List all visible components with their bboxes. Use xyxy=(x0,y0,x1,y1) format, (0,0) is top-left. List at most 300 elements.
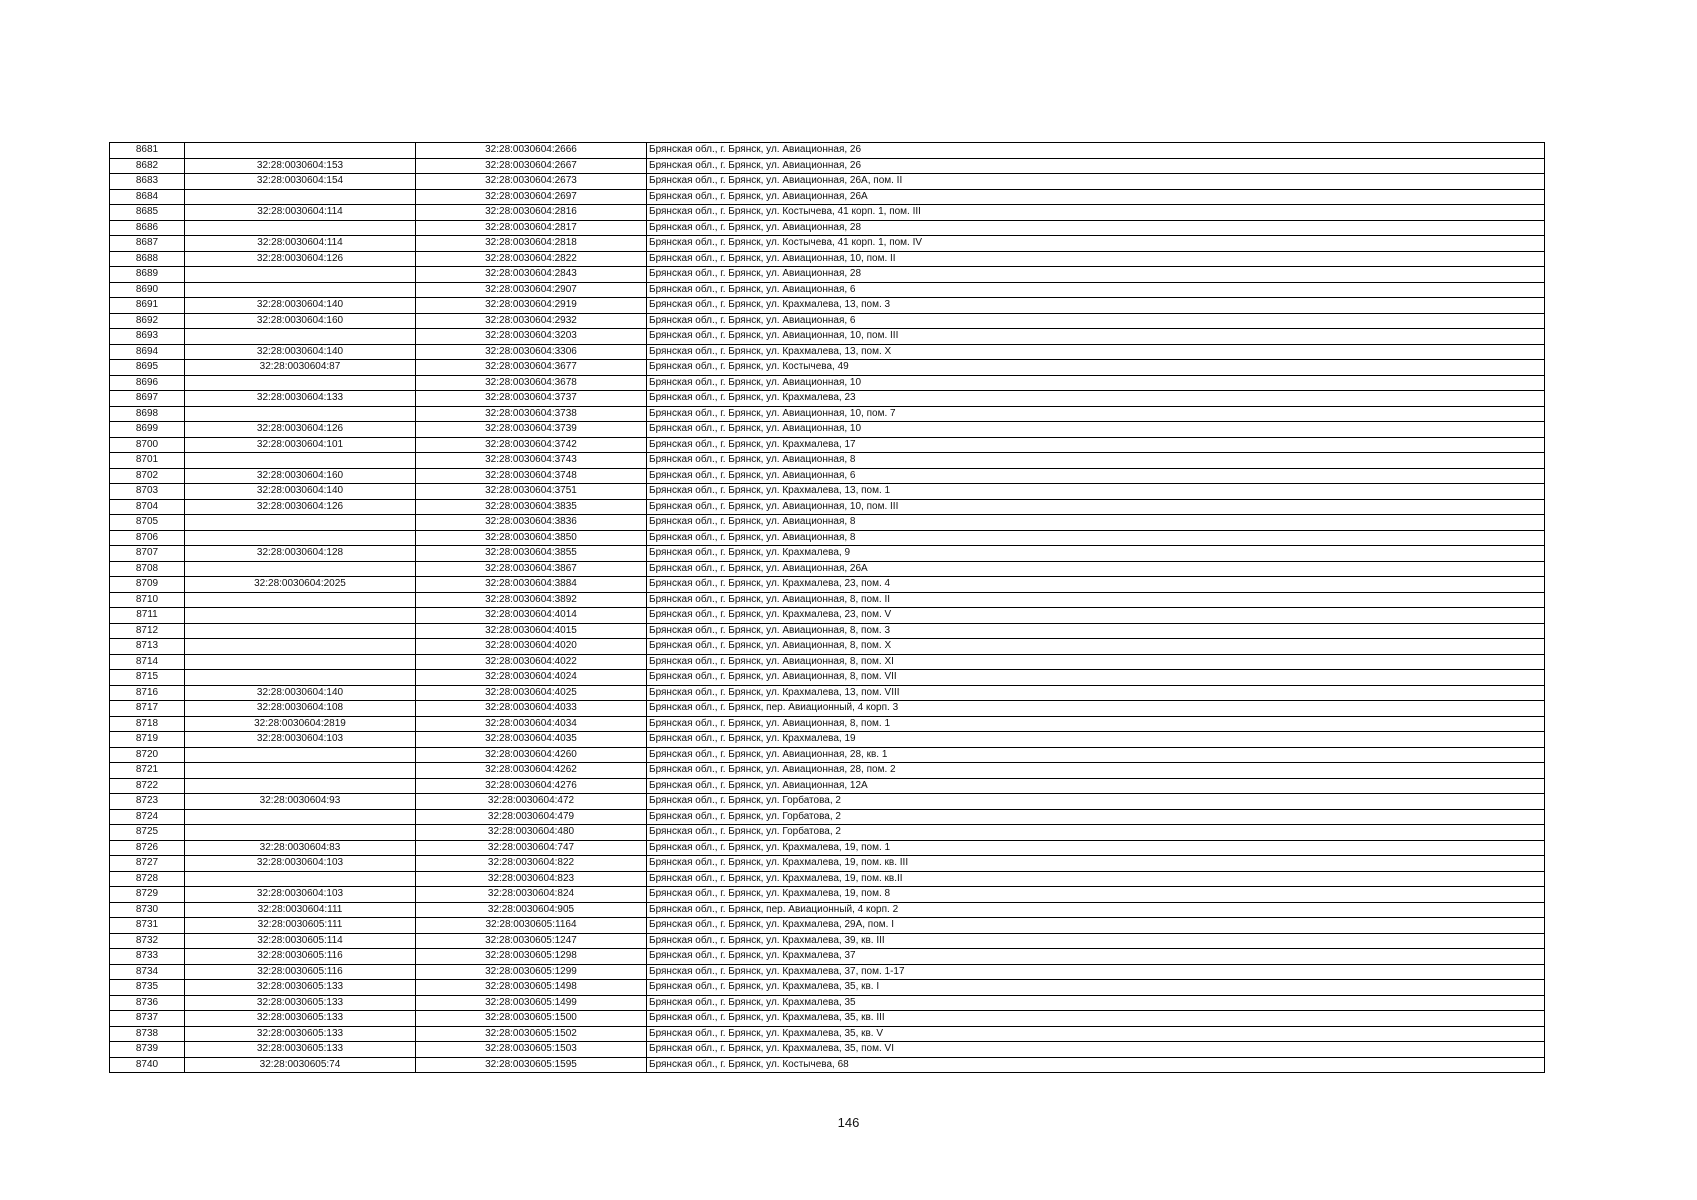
parent-cadastral-number-cell: 32:28:0030604:103 xyxy=(185,887,416,903)
parent-cadastral-number-cell: 32:28:0030604:154 xyxy=(185,174,416,190)
parent-cadastral-number-cell: 32:28:0030604:2025 xyxy=(185,577,416,593)
row-number-cell: 8722 xyxy=(110,778,185,794)
row-number-cell: 8725 xyxy=(110,825,185,841)
row-number-cell: 8728 xyxy=(110,871,185,887)
table-row xyxy=(110,732,1545,748)
parent-cadastral-number-cell xyxy=(185,515,416,531)
cadastral-number-cell: 32:28:0030604:905 xyxy=(416,902,647,918)
row-number-cell: 8693 xyxy=(110,329,185,345)
cadastral-number-cell: 32:28:0030604:479 xyxy=(416,809,647,825)
address-cell: Брянская обл., г. Брянск, ул. Авиационная, 26А, пом. II xyxy=(647,174,1545,190)
parent-cadastral-number-cell: 32:28:0030605:133 xyxy=(185,995,416,1011)
row-number-cell: 8705 xyxy=(110,515,185,531)
cadastral-number-cell: 32:28:0030605:1500 xyxy=(416,1011,647,1027)
address-cell: Брянская обл., г. Брянск, пер. Авиационный, 4 корп. 2 xyxy=(647,902,1545,918)
row-number-cell: 8685 xyxy=(110,205,185,221)
row-number-cell: 8735 xyxy=(110,980,185,996)
parent-cadastral-number-cell xyxy=(185,608,416,624)
address-cell: Брянская обл., г. Брянск, ул. Крахмалева, 19, пом. кв. III xyxy=(647,856,1545,872)
parent-cadastral-number-cell xyxy=(185,282,416,298)
table-row xyxy=(110,778,1545,794)
address-cell: Брянская обл., г. Брянск, ул. Авиационная, 10 xyxy=(647,375,1545,391)
parent-cadastral-number-cell: 32:28:0030604:93 xyxy=(185,794,416,810)
address-cell: Брянская обл., г. Брянск, ул. Крахмалева, 35, кв. V xyxy=(647,1026,1545,1042)
row-number-cell: 8708 xyxy=(110,561,185,577)
cadastral-number-cell: 32:28:0030604:3867 xyxy=(416,561,647,577)
table-row xyxy=(110,189,1545,205)
table-row xyxy=(110,794,1545,810)
parent-cadastral-number-cell xyxy=(185,143,416,159)
parent-cadastral-number-cell: 32:28:0030604:140 xyxy=(185,298,416,314)
row-number-cell: 8686 xyxy=(110,220,185,236)
row-number-cell: 8737 xyxy=(110,1011,185,1027)
cadastral-number-cell: 32:28:0030604:3743 xyxy=(416,453,647,469)
row-number-cell: 8704 xyxy=(110,499,185,515)
table-row xyxy=(110,561,1545,577)
row-number-cell: 8723 xyxy=(110,794,185,810)
row-number-cell: 8738 xyxy=(110,1026,185,1042)
address-cell: Брянская обл., г. Брянск, ул. Крахмалева, 19, пом. 8 xyxy=(647,887,1545,903)
table-row xyxy=(110,933,1545,949)
parent-cadastral-number-cell xyxy=(185,329,416,345)
row-number-cell: 8682 xyxy=(110,158,185,174)
table-row xyxy=(110,856,1545,872)
cadastral-number-cell: 32:28:0030604:480 xyxy=(416,825,647,841)
table-row xyxy=(110,220,1545,236)
row-number-cell: 8690 xyxy=(110,282,185,298)
cadastral-number-cell: 32:28:0030604:4025 xyxy=(416,685,647,701)
address-cell: Брянская обл., г. Брянск, ул. Авиационная, 8 xyxy=(647,530,1545,546)
cadastral-number-cell: 32:28:0030604:4014 xyxy=(416,608,647,624)
cadastral-number-cell: 32:28:0030604:3836 xyxy=(416,515,647,531)
cadastral-number-cell: 32:28:0030605:1595 xyxy=(416,1057,647,1073)
row-number-cell: 8702 xyxy=(110,468,185,484)
parent-cadastral-number-cell: 32:28:0030604:128 xyxy=(185,546,416,562)
table-row xyxy=(110,267,1545,283)
address-cell: Брянская обл., г. Брянск, ул. Авиационная, 6 xyxy=(647,282,1545,298)
row-number-cell: 8727 xyxy=(110,856,185,872)
address-cell: Брянская обл., г. Брянск, пер. Авиационный, 4 корп. 3 xyxy=(647,701,1545,717)
parent-cadastral-number-cell: 32:28:0030604:153 xyxy=(185,158,416,174)
table-row xyxy=(110,437,1545,453)
cadastral-number-cell: 32:28:0030604:3748 xyxy=(416,468,647,484)
table-row xyxy=(110,282,1545,298)
cadastral-number-cell: 32:28:0030605:1498 xyxy=(416,980,647,996)
parent-cadastral-number-cell xyxy=(185,406,416,422)
table-row xyxy=(110,236,1545,252)
row-number-cell: 8729 xyxy=(110,887,185,903)
address-cell: Брянская обл., г. Брянск, ул. Авиационная, 26 xyxy=(647,158,1545,174)
registry-table-body xyxy=(110,143,1545,1073)
cadastral-number-cell: 32:28:0030604:3738 xyxy=(416,406,647,422)
parent-cadastral-number-cell: 32:28:0030605:133 xyxy=(185,1026,416,1042)
cadastral-number-cell: 32:28:0030605:1299 xyxy=(416,964,647,980)
address-cell: Брянская обл., г. Брянск, ул. Авиационная, 8 xyxy=(647,453,1545,469)
address-cell: Брянская обл., г. Брянск, ул. Авиационная, 8, пом. 1 xyxy=(647,716,1545,732)
table-row xyxy=(110,422,1545,438)
row-number-cell: 8709 xyxy=(110,577,185,593)
cadastral-number-cell: 32:28:0030604:4276 xyxy=(416,778,647,794)
table-row xyxy=(110,918,1545,934)
row-number-cell: 8707 xyxy=(110,546,185,562)
parent-cadastral-number-cell: 32:28:0030605:116 xyxy=(185,964,416,980)
parent-cadastral-number-cell: 32:28:0030604:126 xyxy=(185,251,416,267)
cadastral-number-cell: 32:28:0030604:4022 xyxy=(416,654,647,670)
cadastral-number-cell: 32:28:0030604:4260 xyxy=(416,747,647,763)
address-cell: Брянская обл., г. Брянск, ул. Крахмалева, 23, пом. 4 xyxy=(647,577,1545,593)
table-row xyxy=(110,1057,1545,1073)
table-row xyxy=(110,1042,1545,1058)
row-number-cell: 8715 xyxy=(110,670,185,686)
parent-cadastral-number-cell: 32:28:0030604:140 xyxy=(185,344,416,360)
row-number-cell: 8719 xyxy=(110,732,185,748)
parent-cadastral-number-cell xyxy=(185,747,416,763)
cadastral-number-cell: 32:28:0030604:2843 xyxy=(416,267,647,283)
row-number-cell: 8734 xyxy=(110,964,185,980)
row-number-cell: 8684 xyxy=(110,189,185,205)
row-number-cell: 8698 xyxy=(110,406,185,422)
table-row xyxy=(110,840,1545,856)
parent-cadastral-number-cell: 32:28:0030604:126 xyxy=(185,422,416,438)
parent-cadastral-number-cell: 32:28:0030605:116 xyxy=(185,949,416,965)
cadastral-number-cell: 32:28:0030604:472 xyxy=(416,794,647,810)
address-cell: Брянская обл., г. Брянск, ул. Авиационная, 8, пом. II xyxy=(647,592,1545,608)
table-row xyxy=(110,763,1545,779)
address-cell: Брянская обл., г. Брянск, ул. Авиационная, 8, пом. 3 xyxy=(647,623,1545,639)
parent-cadastral-number-cell: 32:28:0030604:160 xyxy=(185,313,416,329)
table-row xyxy=(110,964,1545,980)
address-cell: Брянская обл., г. Брянск, ул. Костычева, 41 корп. 1, пом. IV xyxy=(647,236,1545,252)
cadastral-number-cell: 32:28:0030605:1502 xyxy=(416,1026,647,1042)
table-row xyxy=(110,546,1545,562)
row-number-cell: 8683 xyxy=(110,174,185,190)
row-number-cell: 8716 xyxy=(110,685,185,701)
table-row xyxy=(110,391,1545,407)
address-cell: Брянская обл., г. Брянск, ул. Крахмалева, 23 xyxy=(647,391,1545,407)
row-number-cell: 8726 xyxy=(110,840,185,856)
address-cell: Брянская обл., г. Брянск, ул. Авиационная, 6 xyxy=(647,468,1545,484)
table-row xyxy=(110,344,1545,360)
row-number-cell: 8730 xyxy=(110,902,185,918)
parent-cadastral-number-cell: 32:28:0030604:83 xyxy=(185,840,416,856)
parent-cadastral-number-cell xyxy=(185,220,416,236)
registry-table xyxy=(109,142,1545,1073)
parent-cadastral-number-cell xyxy=(185,561,416,577)
parent-cadastral-number-cell: 32:28:0030604:140 xyxy=(185,685,416,701)
parent-cadastral-number-cell: 32:28:0030604:133 xyxy=(185,391,416,407)
table-row xyxy=(110,670,1545,686)
table-row xyxy=(110,375,1545,391)
table-row xyxy=(110,329,1545,345)
parent-cadastral-number-cell: 32:28:0030605:111 xyxy=(185,918,416,934)
address-cell: Брянская обл., г. Брянск, ул. Крахмалева, 35 xyxy=(647,995,1545,1011)
cadastral-number-cell: 32:28:0030604:2907 xyxy=(416,282,647,298)
parent-cadastral-number-cell xyxy=(185,809,416,825)
parent-cadastral-number-cell xyxy=(185,267,416,283)
table-row xyxy=(110,484,1545,500)
parent-cadastral-number-cell xyxy=(185,375,416,391)
cadastral-number-cell: 32:28:0030605:1503 xyxy=(416,1042,647,1058)
cadastral-number-cell: 32:28:0030604:3850 xyxy=(416,530,647,546)
row-number-cell: 8711 xyxy=(110,608,185,624)
parent-cadastral-number-cell: 32:28:0030605:114 xyxy=(185,933,416,949)
cadastral-number-cell: 32:28:0030604:3855 xyxy=(416,546,647,562)
cadastral-number-cell: 32:28:0030604:2697 xyxy=(416,189,647,205)
cadastral-number-cell: 32:28:0030605:1499 xyxy=(416,995,647,1011)
row-number-cell: 8718 xyxy=(110,716,185,732)
parent-cadastral-number-cell xyxy=(185,592,416,608)
address-cell: Брянская обл., г. Брянск, ул. Крахмалева, 13, пом. 3 xyxy=(647,298,1545,314)
address-cell: Брянская обл., г. Брянск, ул. Крахмалева, 35, кв. III xyxy=(647,1011,1545,1027)
row-number-cell: 8700 xyxy=(110,437,185,453)
parent-cadastral-number-cell: 32:28:0030605:133 xyxy=(185,1011,416,1027)
address-cell: Брянская обл., г. Брянск, ул. Горбатова, 2 xyxy=(647,794,1545,810)
table-row xyxy=(110,980,1545,996)
address-cell: Брянская обл., г. Брянск, ул. Авиационная, 8 xyxy=(647,515,1545,531)
address-cell: Брянская обл., г. Брянск, ул. Авиационная, 8, пом. X xyxy=(647,639,1545,655)
parent-cadastral-number-cell xyxy=(185,654,416,670)
address-cell: Брянская обл., г. Брянск, ул. Крахмалева, 37 xyxy=(647,949,1545,965)
address-cell: Брянская обл., г. Брянск, ул. Крахмалева, 13, пом. VIII xyxy=(647,685,1545,701)
table-row xyxy=(110,251,1545,267)
cadastral-number-cell: 32:28:0030604:823 xyxy=(416,871,647,887)
row-number-cell: 8694 xyxy=(110,344,185,360)
cadastral-number-cell: 32:28:0030604:3892 xyxy=(416,592,647,608)
address-cell: Брянская обл., г. Брянск, ул. Авиационная, 10, пом. III xyxy=(647,499,1545,515)
table-row xyxy=(110,174,1545,190)
row-number-cell: 8706 xyxy=(110,530,185,546)
address-cell: Брянская обл., г. Брянск, ул. Горбатова, 2 xyxy=(647,809,1545,825)
cadastral-number-cell: 32:28:0030604:2666 xyxy=(416,143,647,159)
cadastral-number-cell: 32:28:0030604:822 xyxy=(416,856,647,872)
table-row xyxy=(110,608,1545,624)
parent-cadastral-number-cell xyxy=(185,530,416,546)
table-row xyxy=(110,871,1545,887)
cadastral-number-cell: 32:28:0030604:3678 xyxy=(416,375,647,391)
table-row xyxy=(110,1026,1545,1042)
address-cell: Брянская обл., г. Брянск, ул. Горбатова, 2 xyxy=(647,825,1545,841)
cadastral-number-cell: 32:28:0030604:4020 xyxy=(416,639,647,655)
cadastral-number-cell: 32:28:0030604:2822 xyxy=(416,251,647,267)
parent-cadastral-number-cell: 32:28:0030604:2819 xyxy=(185,716,416,732)
cadastral-number-cell: 32:28:0030604:4033 xyxy=(416,701,647,717)
cadastral-number-cell: 32:28:0030605:1164 xyxy=(416,918,647,934)
cadastral-number-cell: 32:28:0030604:3835 xyxy=(416,499,647,515)
address-cell: Брянская обл., г. Брянск, ул. Авиационная, 8, пом. VII xyxy=(647,670,1545,686)
row-number-cell: 8699 xyxy=(110,422,185,438)
row-number-cell: 8692 xyxy=(110,313,185,329)
table-row xyxy=(110,809,1545,825)
table-row xyxy=(110,313,1545,329)
table-row xyxy=(110,825,1545,841)
address-cell: Брянская обл., г. Брянск, ул. Авиационная, 12А xyxy=(647,778,1545,794)
cadastral-number-cell: 32:28:0030604:3203 xyxy=(416,329,647,345)
parent-cadastral-number-cell: 32:28:0030605:133 xyxy=(185,980,416,996)
address-cell: Брянская обл., г. Брянск, ул. Крахмалева, 19 xyxy=(647,732,1545,748)
row-number-cell: 8712 xyxy=(110,623,185,639)
table-row xyxy=(110,298,1545,314)
address-cell: Брянская обл., г. Брянск, ул. Авиационная, 10, пом. II xyxy=(647,251,1545,267)
address-cell: Брянская обл., г. Брянск, ул. Костычева, 49 xyxy=(647,360,1545,376)
parent-cadastral-number-cell: 32:28:0030604:140 xyxy=(185,484,416,500)
parent-cadastral-number-cell: 32:28:0030604:101 xyxy=(185,437,416,453)
cadastral-number-cell: 32:28:0030604:2673 xyxy=(416,174,647,190)
address-cell: Брянская обл., г. Брянск, ул. Крахмалева, 13, пом. 1 xyxy=(647,484,1545,500)
cadastral-number-cell: 32:28:0030605:1298 xyxy=(416,949,647,965)
cadastral-number-cell: 32:28:0030604:3751 xyxy=(416,484,647,500)
table-row xyxy=(110,995,1545,1011)
table-row xyxy=(110,499,1545,515)
table-row xyxy=(110,639,1545,655)
address-cell: Брянская обл., г. Брянск, ул. Авиационная, 28, кв. 1 xyxy=(647,747,1545,763)
row-number-cell: 8724 xyxy=(110,809,185,825)
cadastral-number-cell: 32:28:0030604:2932 xyxy=(416,313,647,329)
address-cell: Брянская обл., г. Брянск, ул. Авиационная, 28, пом. 2 xyxy=(647,763,1545,779)
row-number-cell: 8739 xyxy=(110,1042,185,1058)
cadastral-number-cell: 32:28:0030604:3677 xyxy=(416,360,647,376)
table-row xyxy=(110,701,1545,717)
row-number-cell: 8703 xyxy=(110,484,185,500)
address-cell: Брянская обл., г. Брянск, ул. Авиационная, 26А xyxy=(647,189,1545,205)
row-number-cell: 8696 xyxy=(110,375,185,391)
parent-cadastral-number-cell xyxy=(185,623,416,639)
address-cell: Брянская обл., г. Брянск, ул. Авиационная, 28 xyxy=(647,267,1545,283)
cadastral-number-cell: 32:28:0030604:3884 xyxy=(416,577,647,593)
parent-cadastral-number-cell: 32:28:0030604:114 xyxy=(185,205,416,221)
cadastral-number-cell: 32:28:0030604:3739 xyxy=(416,422,647,438)
address-cell: Брянская обл., г. Брянск, ул. Авиационная, 10, пом. III xyxy=(647,329,1545,345)
parent-cadastral-number-cell xyxy=(185,763,416,779)
table-row xyxy=(110,530,1545,546)
address-cell: Брянская обл., г. Брянск, ул. Крахмалева, 35, пом. VI xyxy=(647,1042,1545,1058)
cadastral-number-cell: 32:28:0030604:2667 xyxy=(416,158,647,174)
table-row xyxy=(110,360,1545,376)
row-number-cell: 8701 xyxy=(110,453,185,469)
cadastral-number-cell: 32:28:0030604:4262 xyxy=(416,763,647,779)
address-cell: Брянская обл., г. Брянск, ул. Крахмалева, 29А, пом. I xyxy=(647,918,1545,934)
address-cell: Брянская обл., г. Брянск, ул. Авиационная, 10, пом. 7 xyxy=(647,406,1545,422)
row-number-cell: 8710 xyxy=(110,592,185,608)
row-number-cell: 8720 xyxy=(110,747,185,763)
address-cell: Брянская обл., г. Брянск, ул. Крахмалева, 9 xyxy=(647,546,1545,562)
address-cell: Брянская обл., г. Брянск, ул. Крахмалева, 35, кв. I xyxy=(647,980,1545,996)
row-number-cell: 8740 xyxy=(110,1057,185,1073)
cadastral-number-cell: 32:28:0030604:4015 xyxy=(416,623,647,639)
address-cell: Брянская обл., г. Брянск, ул. Крахмалева, 13, пом. X xyxy=(647,344,1545,360)
parent-cadastral-number-cell xyxy=(185,871,416,887)
table-row xyxy=(110,654,1545,670)
address-cell: Брянская обл., г. Брянск, ул. Авиационная, 26 xyxy=(647,143,1545,159)
cadastral-number-cell: 32:28:0030604:3742 xyxy=(416,437,647,453)
parent-cadastral-number-cell: 32:28:0030604:114 xyxy=(185,236,416,252)
row-number-cell: 8733 xyxy=(110,949,185,965)
cadastral-number-cell: 32:28:0030604:747 xyxy=(416,840,647,856)
row-number-cell: 8681 xyxy=(110,143,185,159)
table-row xyxy=(110,716,1545,732)
table-row xyxy=(110,902,1545,918)
table-row xyxy=(110,623,1545,639)
address-cell: Брянская обл., г. Брянск, ул. Крахмалева, 17 xyxy=(647,437,1545,453)
table-row xyxy=(110,577,1545,593)
address-cell: Брянская обл., г. Брянск, ул. Крахмалева, 23, пом. V xyxy=(647,608,1545,624)
row-number-cell: 8736 xyxy=(110,995,185,1011)
table-row xyxy=(110,1011,1545,1027)
parent-cadastral-number-cell: 32:28:0030604:103 xyxy=(185,732,416,748)
parent-cadastral-number-cell xyxy=(185,778,416,794)
address-cell: Брянская обл., г. Брянск, ул. Авиационная, 10 xyxy=(647,422,1545,438)
row-number-cell: 8713 xyxy=(110,639,185,655)
row-number-cell: 8691 xyxy=(110,298,185,314)
parent-cadastral-number-cell: 32:28:0030604:87 xyxy=(185,360,416,376)
address-cell: Брянская обл., г. Брянск, ул. Костычева, 41 корп. 1, пом. III xyxy=(647,205,1545,221)
parent-cadastral-number-cell: 32:28:0030605:74 xyxy=(185,1057,416,1073)
address-cell: Брянская обл., г. Брянск, ул. Крахмалева, 19, пом. кв.II xyxy=(647,871,1545,887)
row-number-cell: 8687 xyxy=(110,236,185,252)
table-row xyxy=(110,406,1545,422)
address-cell: Брянская обл., г. Брянск, ул. Авиационная, 26А xyxy=(647,561,1545,577)
cadastral-number-cell: 32:28:0030604:4034 xyxy=(416,716,647,732)
parent-cadastral-number-cell xyxy=(185,825,416,841)
parent-cadastral-number-cell: 32:28:0030604:126 xyxy=(185,499,416,515)
table-row xyxy=(110,949,1545,965)
table-row xyxy=(110,747,1545,763)
cadastral-number-cell: 32:28:0030604:3737 xyxy=(416,391,647,407)
row-number-cell: 8717 xyxy=(110,701,185,717)
row-number-cell: 8689 xyxy=(110,267,185,283)
row-number-cell: 8697 xyxy=(110,391,185,407)
parent-cadastral-number-cell: 32:28:0030605:133 xyxy=(185,1042,416,1058)
table-row xyxy=(110,515,1545,531)
row-number-cell: 8721 xyxy=(110,763,185,779)
parent-cadastral-number-cell xyxy=(185,453,416,469)
address-cell: Брянская обл., г. Брянск, ул. Авиационная, 6 xyxy=(647,313,1545,329)
parent-cadastral-number-cell: 32:28:0030604:108 xyxy=(185,701,416,717)
cadastral-number-cell: 32:28:0030604:2818 xyxy=(416,236,647,252)
parent-cadastral-number-cell: 32:28:0030604:160 xyxy=(185,468,416,484)
cadastral-number-cell: 32:28:0030604:4024 xyxy=(416,670,647,686)
table-row xyxy=(110,685,1545,701)
parent-cadastral-number-cell xyxy=(185,670,416,686)
cadastral-number-cell: 32:28:0030604:2816 xyxy=(416,205,647,221)
table-row xyxy=(110,468,1545,484)
row-number-cell: 8732 xyxy=(110,933,185,949)
row-number-cell: 8688 xyxy=(110,251,185,267)
page-number: 146 xyxy=(837,1115,860,1130)
row-number-cell: 8695 xyxy=(110,360,185,376)
address-cell: Брянская обл., г. Брянск, ул. Авиационная, 28 xyxy=(647,220,1545,236)
table-row xyxy=(110,592,1545,608)
address-cell: Брянская обл., г. Брянск, ул. Крахмалева, 39, кв. III xyxy=(647,933,1545,949)
parent-cadastral-number-cell: 32:28:0030604:103 xyxy=(185,856,416,872)
table-row xyxy=(110,887,1545,903)
table-row xyxy=(110,143,1545,159)
address-cell: Брянская обл., г. Брянск, ул. Крахмалева, 19, пом. 1 xyxy=(647,840,1545,856)
table-row xyxy=(110,453,1545,469)
cadastral-number-cell: 32:28:0030604:4035 xyxy=(416,732,647,748)
cadastral-number-cell: 32:28:0030604:824 xyxy=(416,887,647,903)
address-cell: Брянская обл., г. Брянск, ул. Авиационная, 8, пом. XI xyxy=(647,654,1545,670)
row-number-cell: 8714 xyxy=(110,654,185,670)
parent-cadastral-number-cell xyxy=(185,189,416,205)
row-number-cell: 8731 xyxy=(110,918,185,934)
table-row xyxy=(110,205,1545,221)
address-cell: Брянская обл., г. Брянск, ул. Костычева, 68 xyxy=(647,1057,1545,1073)
table-row xyxy=(110,158,1545,174)
address-cell: Брянская обл., г. Брянск, ул. Крахмалева, 37, пом. 1-17 xyxy=(647,964,1545,980)
parent-cadastral-number-cell: 32:28:0030604:111 xyxy=(185,902,416,918)
cadastral-number-cell: 32:28:0030604:2919 xyxy=(416,298,647,314)
cadastral-number-cell: 32:28:0030604:3306 xyxy=(416,344,647,360)
